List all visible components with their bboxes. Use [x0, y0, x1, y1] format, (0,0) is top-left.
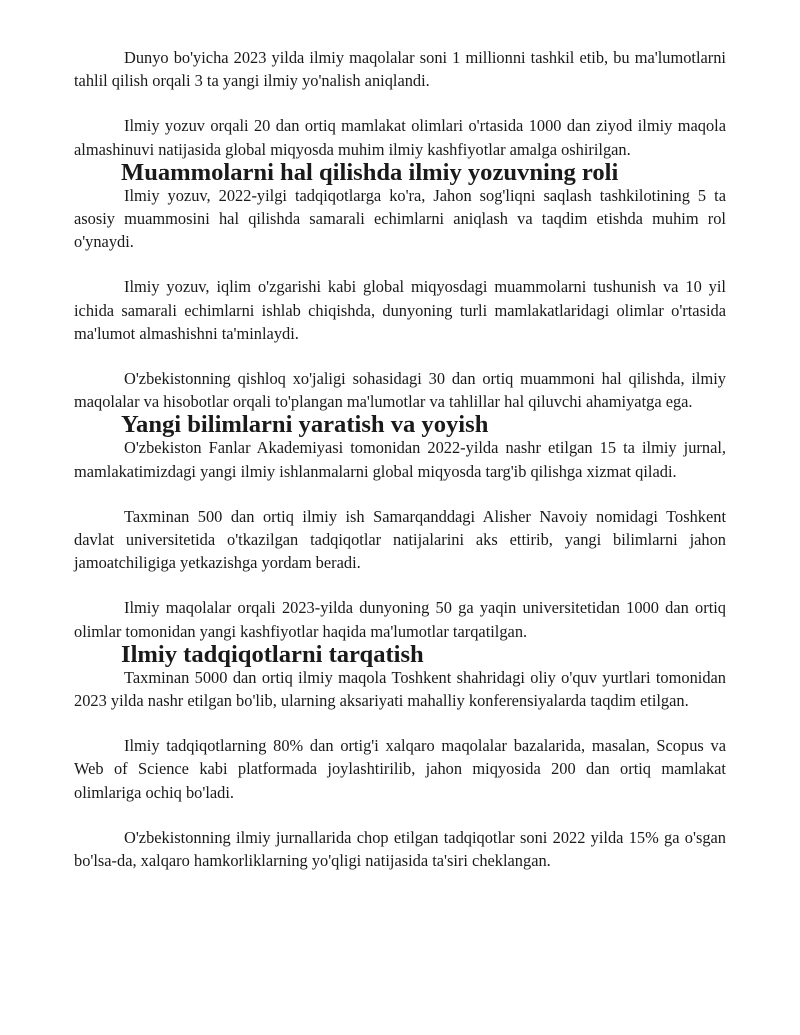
paragraph: Taxminan 5000 dan ortiq ilmiy maqola Toshkent shahridagi oliy o'quv yurtlari tomonidan 2023 yilda nashr etilgan bo'lib, ularning aksariyati mahalliy konferensiyalarda taqdim etilgan.: [74, 667, 726, 711]
paragraph: Ilmiy tadqiqotlarning 80% dan ortig'i xalqaro maqolalar bazalarida, masalan, Scopus va Web of Science kabi platformada joylashtirilib, jahon miqyosida 200 dan ortiq mamlakat olimlariga ochiq bo'ladi.: [74, 736, 726, 802]
paragraph: O'zbekistonning qishloq xo'jaligi sohasidagi 30 dan ortiq muammoni hal qilishda, ilmiy maqolalar va hisobotlar orqali to'plangan ma'lumotlar va tahlillar hal qiluvchi ahamiyatga ega.: [74, 369, 726, 412]
paragraph: Ilmiy yozuv orqali 20 dan ortiq mamlakat olimlari o'rtasida 1000 dan ziyod ilmiy maqola almashinuvi natijasida global miqyosda muhim ilmiy kashfiyotlar amalga oshirilgan.: [74, 116, 726, 159]
paragraph: O'zbekiston Fanlar Akademiyasi tomonidan 2022-yilda nashr etilgan 15 ta ilmiy jurnal, mamlakatimizdagi yangi ilmiy ishlanmalarni global miqyosda targ'ib qilishga xizmat qiladi.: [74, 438, 726, 481]
paragraph: Ilmiy maqolalar orqali 2023-yilda dunyoning 50 ga yaqin universitetidan 1000 dan ortiq olimlar tomonidan yangi kashfiyotlar haqida ma'lumotlar tarqatilgan.: [74, 598, 726, 641]
paragraph: Ilmiy yozuv, 2022-yilgi tadqiqotlarga ko'ra, Jahon sog'liqni saqlash tashkilotining 5 ta asosiy muammosini hal qilishda samarali echimlarni aniqlash va taqdim etishda muhim rol o'ynaydi.: [74, 185, 726, 252]
paragraph: O'zbekistonning ilmiy jurnallarida chop etilgan tadqiqotlar soni 2022 yilda 15% ga o'sgan bo'lsa-da, xalqaro hamkorliklarning yo'qligi natijasida ta'siri cheklangan.: [74, 827, 726, 871]
document-page: [74, 46, 726, 872]
section-heading: Muammolarni hal qilishda ilmiy yozuvning roli: [121, 158, 619, 186]
paragraph: Ilmiy yozuv, iqlim o'zgarishi kabi global miqyosdagi muammolarni tushunish va 10 yil ichida samarali echimlarni ishlab chiqishda, dunyoning turli mamlakatlaridagi olimlar o'rtasida ma'lumot almashishni ta'minlaydi.: [74, 277, 726, 343]
section-heading: Yangi bilimlarni yaratish va yoyish: [121, 411, 489, 439]
section-heading: Ilmiy tadqiqotlarni tarqatish: [121, 640, 424, 668]
paragraph: Dunyo bo'yicha 2023 yilda ilmiy maqolalar soni 1 millionni tashkil etib, bu ma'lumotlarni tahlil qilish orqali 3 ta yangi ilmiy yo'nalish aniqlandi.: [74, 48, 726, 91]
paragraph: Taxminan 500 dan ortiq ilmiy ish Samarqanddagi Alisher Navoiy nomidagi Toshkent davlat universitetida o'tkazilgan tadqiqotlar natijalarini aks ettirib, yangi bilimlarni jahon jamoatchiligiga yetkazishga yordam beradi.: [74, 506, 726, 573]
